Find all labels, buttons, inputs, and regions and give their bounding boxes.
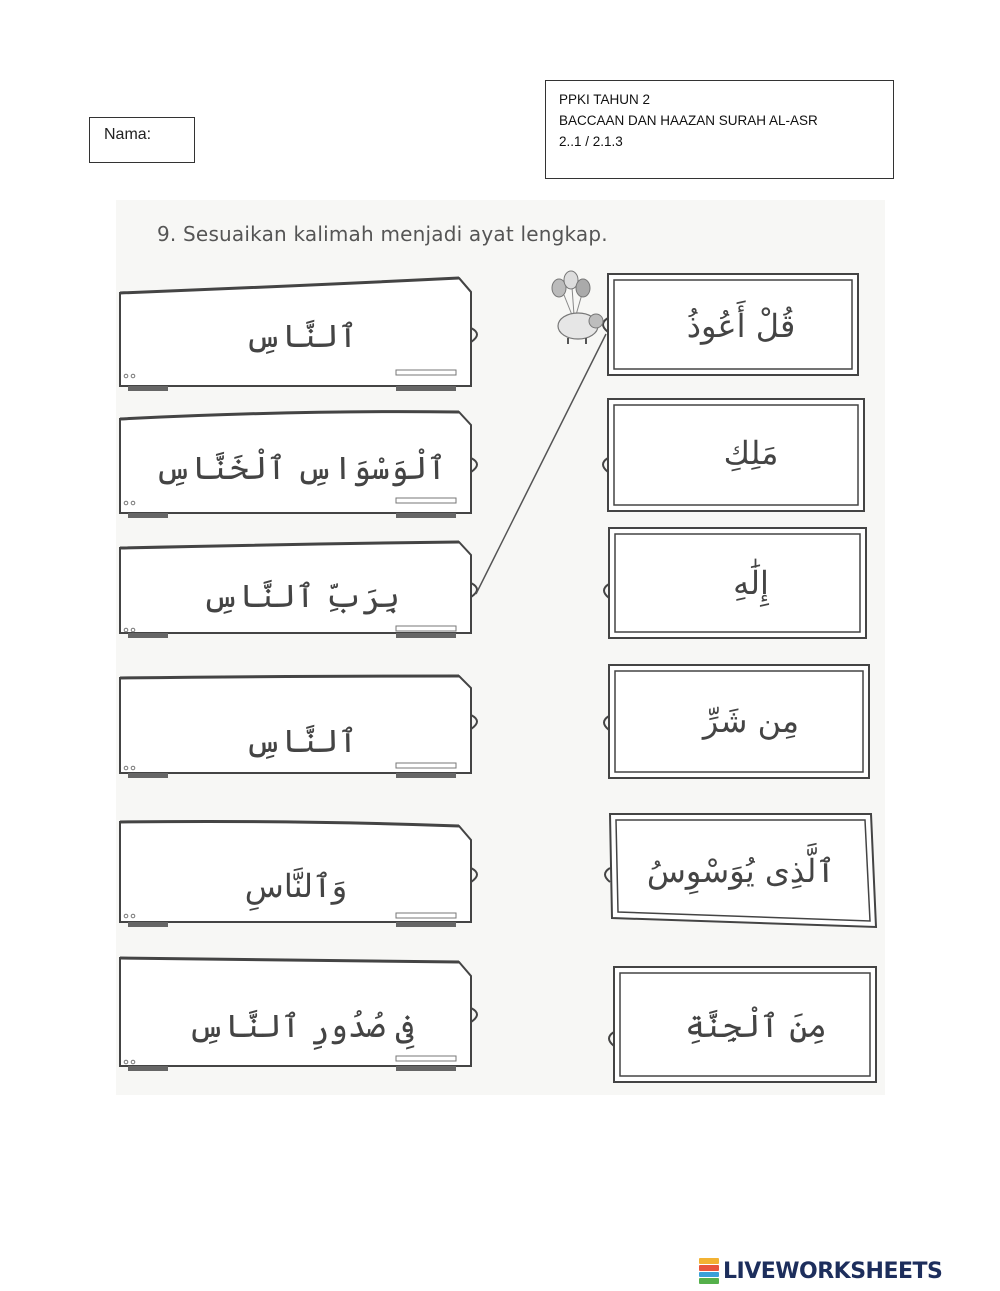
instruction-text: 9. Sesuaikan kalimah menjadi ayat lengkap. [157, 222, 608, 246]
left-card-2-text: ٱلْوَسْوَاسِ ٱلْخَنَّاسِ [154, 449, 446, 487]
logo-mark-stripe [699, 1265, 719, 1271]
right-card-6-text: مِنَ ٱلْجِنَّةِ [685, 1007, 827, 1045]
left-card-4-text: ٱلنَّاسِ [244, 722, 358, 760]
right-card-5-text: ٱلَّذِى يُوَسْوِسُ [646, 852, 836, 890]
info-line-subject: PPKI TAHUN 2 [559, 92, 651, 107]
sheep-with-balloons-icon [552, 271, 603, 344]
worksheet-info-box [545, 80, 894, 179]
logo-mark-icon [699, 1258, 719, 1284]
left-card-1-text: ٱلنَّاسِ [244, 317, 358, 355]
worksheet-scan [116, 200, 885, 1095]
answer-connection-line [476, 334, 606, 594]
right-card-3-text: إِلَٰهِ [733, 564, 769, 602]
left-card-5-text: وَٱلنَّاسِ [244, 867, 348, 905]
name-label: Nama: [104, 126, 152, 143]
logo-mark-stripe [699, 1258, 719, 1264]
logo-mark-stripe [699, 1278, 719, 1284]
left-card-6-text: فِى صُدُورِ ٱلنَّاسِ [187, 1007, 415, 1045]
right-card-1-text: قُلْ أَعُوذُ [686, 307, 796, 345]
logo-text: LIVEWORKSHEETS [723, 1258, 943, 1284]
right-card-2-text: مَلِكِ [723, 434, 779, 472]
logo-mark-stripe [699, 1272, 719, 1278]
right-card-4-text: مِن شَرِّ [702, 702, 800, 740]
left-card-3-text: بِرَبِّ ٱلنَّاسِ [202, 577, 400, 615]
info-line-topic: BACCAAN DAN HAAZAN SURAH AL-ASR [559, 113, 818, 128]
info-line-standard: 2..1 / 2.1.3 [559, 134, 623, 149]
liveworksheets-logo [699, 1256, 942, 1286]
name-field-box[interactable] [89, 117, 195, 163]
